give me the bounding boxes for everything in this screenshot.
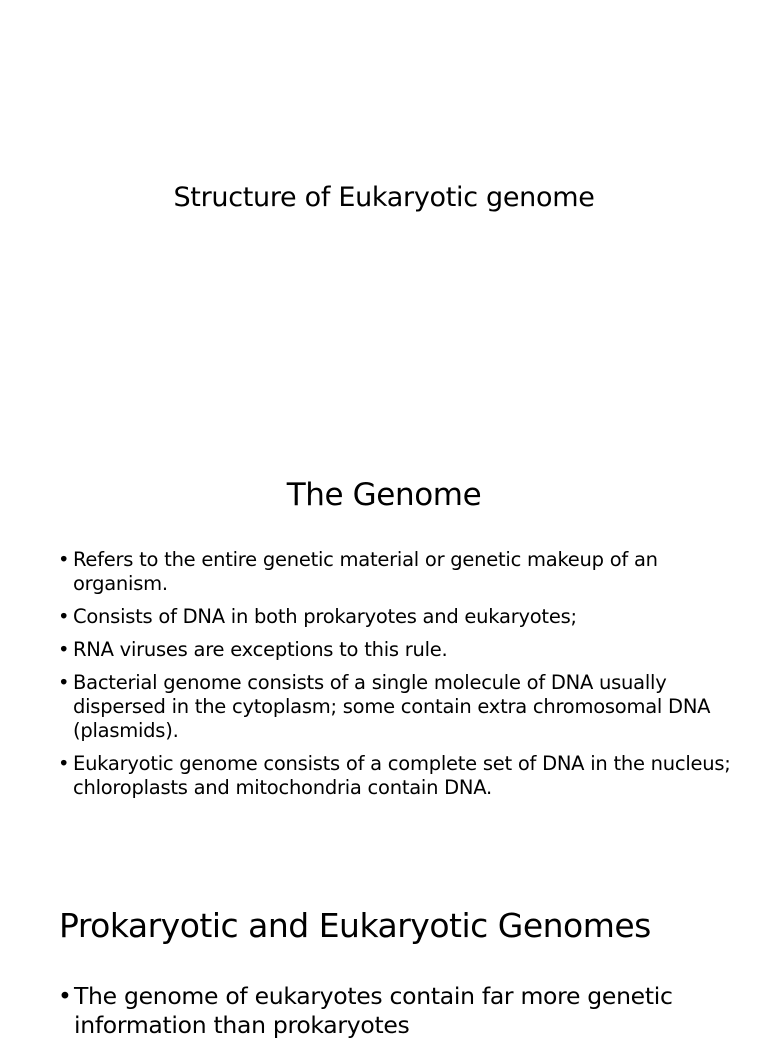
bullet-icon: •	[58, 548, 70, 571]
list-item	[58, 548, 748, 596]
slide-title-the-genome: The Genome	[286, 477, 482, 513]
bullet-text: The genome of eukaryotes contain far more genetic information than prokaryotes	[74, 982, 673, 1039]
slide-title-prokaryotic-eukaryotic: Prokaryotic and Eukaryotic Genomes	[59, 906, 651, 945]
slide-title-structure: Structure of Eukaryotic genome	[173, 182, 595, 213]
bullet-text: Refers to the entire genetic material or genetic makeup of an organism.	[73, 548, 658, 595]
list-item	[58, 752, 748, 800]
genomes-bullet-list	[58, 982, 738, 1040]
bullet-text: Bacterial genome consists of a single molecule of DNA usually dispersed in the cytoplasm; some contain extra chromosomal DNA (plasmids).	[73, 671, 711, 742]
bullet-icon: •	[58, 638, 70, 661]
list-item	[58, 638, 748, 662]
genome-bullet-list	[58, 548, 748, 809]
bullet-text: Consists of DNA in both prokaryotes and eukaryotes;	[73, 605, 577, 628]
list-item	[58, 605, 748, 629]
bullet-icon: •	[58, 671, 70, 694]
bullet-icon: •	[58, 605, 70, 628]
bullet-icon: •	[58, 752, 70, 775]
list-item	[58, 982, 738, 1040]
bullet-text: Eukaryotic genome consists of a complete set of DNA in the nucleus; chloroplasts and mitochondria contain DNA.	[73, 752, 731, 799]
list-item	[58, 671, 748, 743]
bullet-text: RNA viruses are exceptions to this rule.	[73, 638, 448, 661]
bullet-icon: •	[58, 982, 72, 1010]
